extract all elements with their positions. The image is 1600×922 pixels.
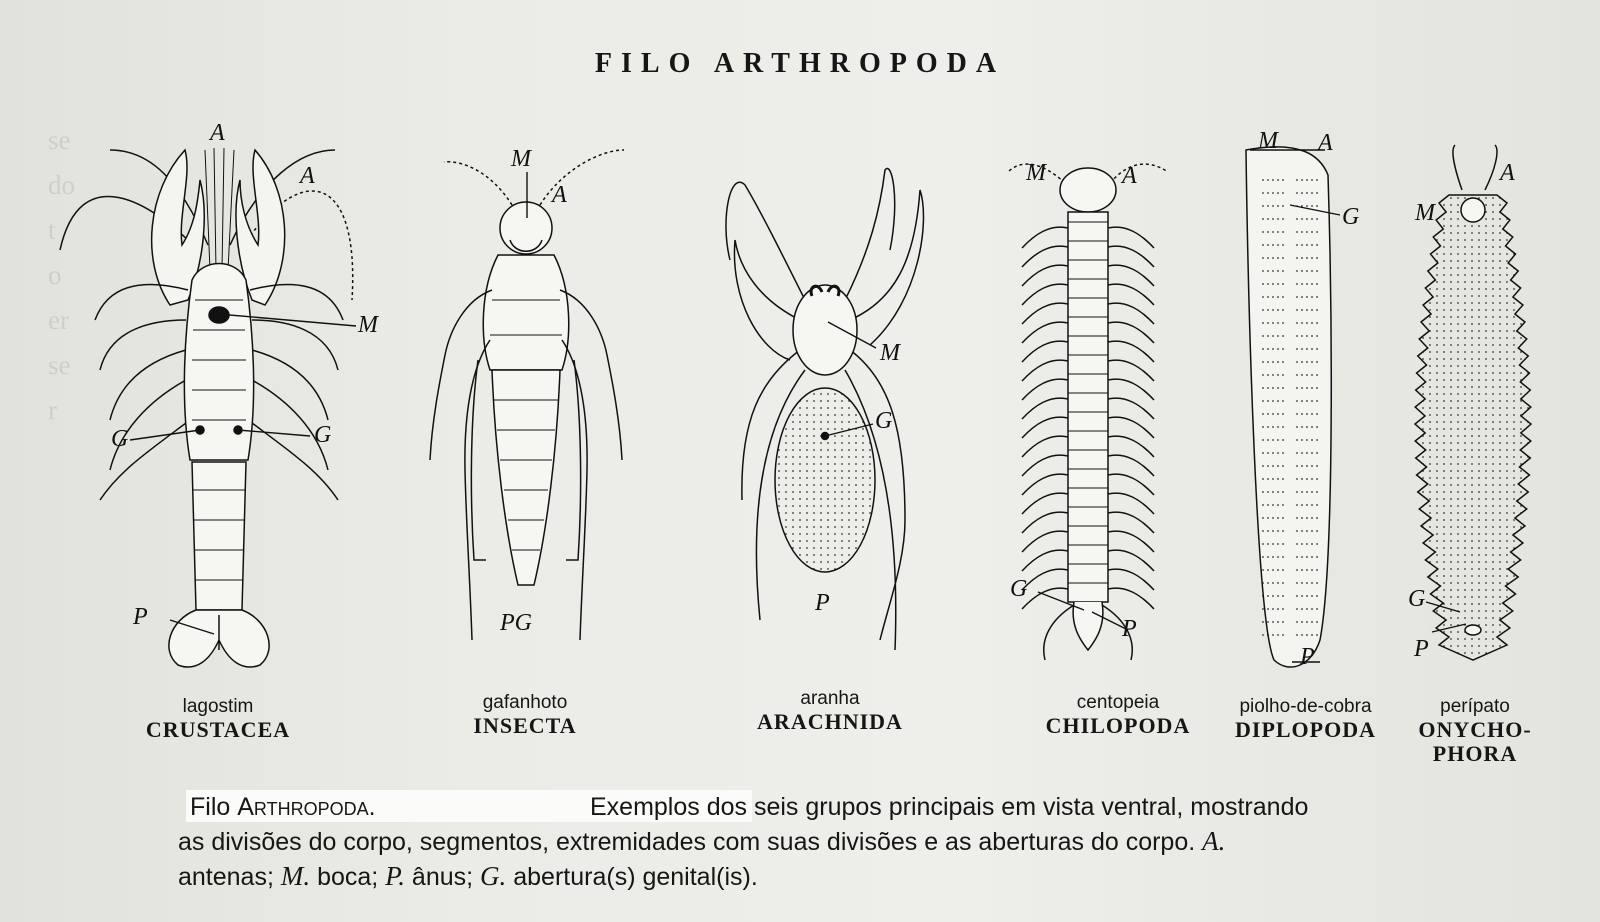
bleed-through-line: se	[48, 350, 71, 380]
lobster-legs-left	[95, 284, 190, 500]
caption-line-3-part: M.	[280, 861, 311, 891]
bleed-through-line: t	[48, 215, 56, 245]
specimen-caption-lobster	[118, 696, 318, 742]
grasshopper-abdomen	[492, 370, 560, 585]
peripatus-mouth	[1461, 198, 1485, 222]
grasshopper-head	[500, 202, 552, 254]
centipede-trunk	[1068, 212, 1108, 602]
bleed-through-line: se	[48, 125, 71, 155]
millipede-body	[1246, 147, 1331, 667]
label-grasshopper-antenna: A	[552, 182, 567, 208]
centipede-tail	[1073, 602, 1103, 650]
caption-line-2-text: as divisões do corpo, segmentos, extremidades com suas divisões e as aberturas do corpo.	[178, 828, 1196, 856]
label-centipede-mouth: M	[1026, 160, 1046, 186]
common-name: aranha	[800, 688, 860, 709]
caption-line-3-part: P.	[385, 861, 405, 891]
bleed-through-line: o	[48, 260, 62, 290]
grasshopper-hindfemur-right	[566, 360, 581, 560]
caption-line-3	[178, 859, 1598, 894]
label-spider-mouth: M	[880, 340, 900, 366]
grasshopper-hindfemur-left	[471, 360, 486, 560]
group-name: INSECTA	[473, 713, 577, 738]
common-name: lagostim	[182, 696, 254, 717]
label-lobster-antenna-top: A	[210, 120, 225, 146]
group-name-line2: PHORA	[1432, 741, 1518, 766]
peripatus-antennae	[1453, 145, 1497, 190]
label-millipede-anus: P	[1300, 644, 1315, 670]
group-name: DIPLOPODA	[1235, 717, 1376, 742]
specimen-caption-millipede	[1218, 696, 1393, 742]
label-peripatus-genital: G	[1408, 586, 1426, 612]
grasshopper-thorax	[483, 255, 568, 370]
spider-leg-1-right	[845, 168, 895, 300]
common-name: gafanhoto	[482, 692, 568, 713]
label-centipede-antenna: A	[1122, 163, 1137, 189]
label-centipede-anus: P	[1122, 616, 1137, 642]
caption-line-3-part: abertura(s) genital(is).	[513, 863, 758, 891]
peripatus-body	[1415, 195, 1531, 660]
caption-key-antenna: A.	[1202, 826, 1226, 856]
bleed-through-line: r	[48, 395, 57, 425]
centipede-antenna-right	[1110, 164, 1168, 183]
label-peripatus-mouth: M	[1415, 200, 1435, 226]
grasshopper-drawing	[430, 150, 624, 640]
common-name: piolho-de-cobra	[1239, 696, 1372, 717]
figure-caption	[178, 790, 1598, 894]
spider-cephalothorax	[793, 285, 857, 375]
spider-leg-2-left	[734, 240, 800, 360]
page-title: FILO ARTHROPODA	[594, 48, 1006, 79]
grasshopper-hindleg-left	[465, 340, 490, 640]
bleed-through-line: do	[48, 170, 75, 200]
specimen-caption-spider	[740, 688, 920, 734]
caption-phylum-name: Arthropoda.	[237, 793, 376, 821]
label-lobster-genital-right: G	[314, 422, 332, 448]
caption-line-3-part: G.	[480, 861, 507, 891]
lobster-legs-right	[248, 284, 343, 500]
lobster-abdomen	[192, 462, 246, 610]
spider-drawing	[726, 168, 924, 650]
millipede-drawing	[1246, 147, 1331, 667]
label-lobster-mouth: M	[358, 312, 378, 338]
label-grasshopper-mouth: M	[511, 146, 531, 172]
specimen-caption-peripatus	[1400, 696, 1550, 766]
grasshopper-hindleg-right	[562, 340, 587, 640]
label-centipede-genital: G	[1010, 576, 1028, 602]
caption-line-1-text: Exemplos dos seis grupos principais em vista ventral, mostrando	[590, 793, 1309, 821]
caption-line-3-part: antenas;	[178, 863, 274, 891]
caption-heading	[178, 790, 590, 824]
common-name: perípato	[1440, 696, 1510, 717]
label-millipede-antenna: A	[1318, 130, 1333, 156]
caption-line-3-part: boca;	[317, 863, 379, 891]
label-spider-anus: P	[815, 590, 830, 616]
centipede-head	[1060, 168, 1116, 212]
label-peripatus-antenna: A	[1500, 160, 1515, 186]
group-name: CHILOPODA	[1045, 713, 1191, 738]
peripatus-anus	[1465, 625, 1481, 635]
caption-line-2	[178, 824, 1598, 859]
specimen-caption-centipede	[1028, 692, 1208, 738]
common-name: centopeia	[1076, 692, 1160, 713]
label-millipede-genital: G	[1342, 204, 1360, 230]
lobster-antennules	[205, 148, 234, 270]
group-name-line1: ONYCHO-	[1418, 717, 1532, 742]
lobster-drawing	[60, 148, 353, 667]
group-name: ARACHNIDA	[757, 709, 903, 734]
label-peripatus-anus: P	[1414, 636, 1429, 662]
label-lobster-anus: P	[133, 604, 148, 630]
caption-line-1	[178, 790, 1598, 824]
label-lobster-antenna-right: A	[300, 163, 315, 189]
group-name: CRUSTACEA	[145, 717, 291, 742]
bleed-through-line: er	[48, 305, 69, 335]
specimen-caption-grasshopper	[440, 692, 610, 738]
grasshopper-antenna-left	[444, 162, 512, 205]
label-lobster-genital-left: G	[111, 426, 129, 452]
caption-line-3-part: ânus;	[411, 863, 474, 891]
label-millipede-mouth: M	[1258, 128, 1278, 154]
centipede-drawing	[1008, 164, 1168, 660]
spider-abdomen	[775, 388, 875, 572]
spider-leg-2-right	[850, 190, 923, 345]
label-grasshopper-anus-genital: PG	[500, 610, 532, 636]
label-spider-genital: G	[875, 408, 893, 434]
spider-leg-1-left	[726, 182, 805, 300]
caption-lead: Filo	[190, 793, 231, 821]
